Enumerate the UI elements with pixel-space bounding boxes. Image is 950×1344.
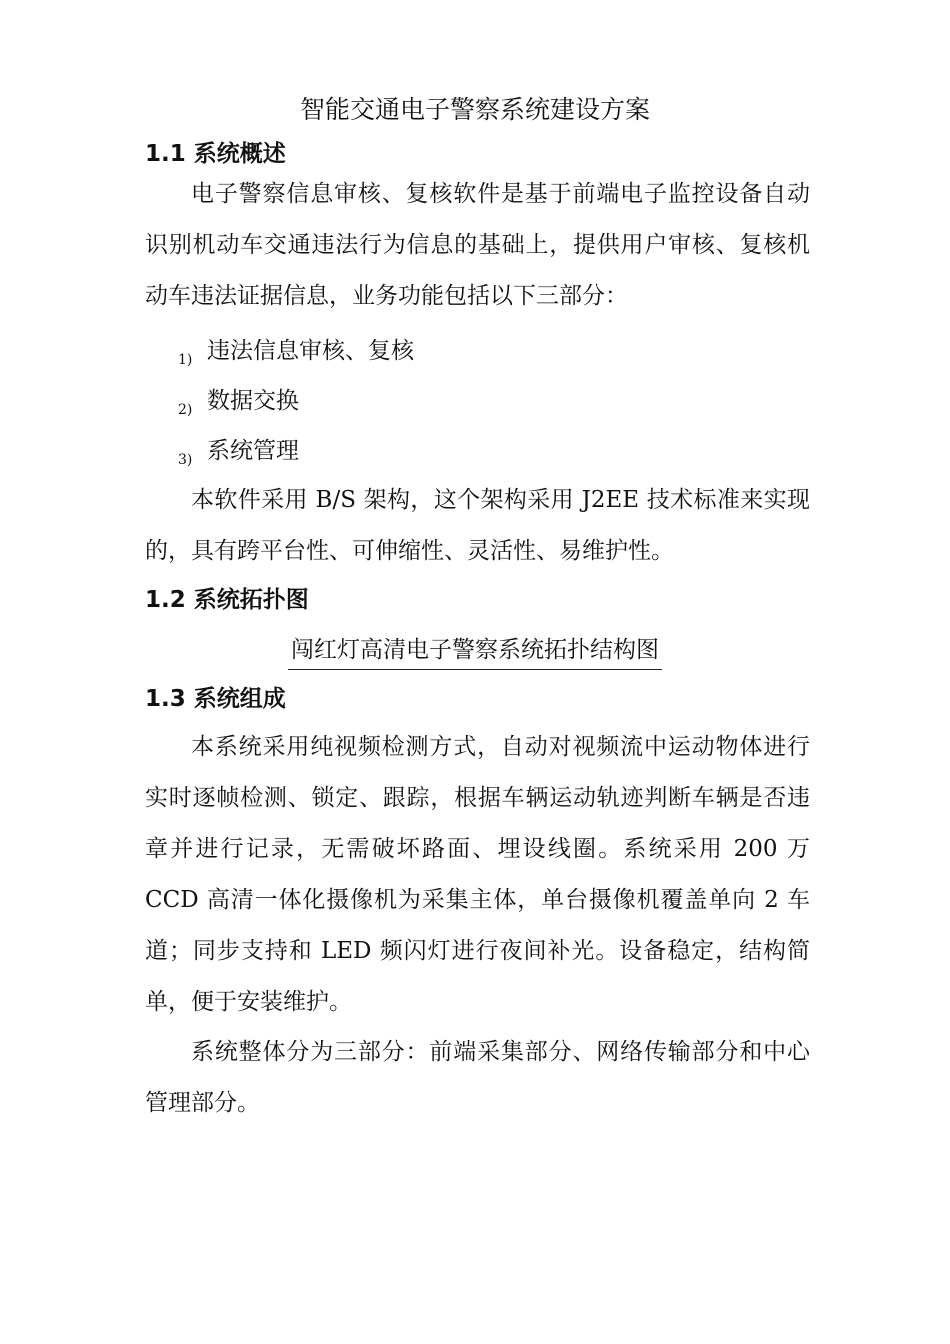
list-item-text: 违法信息审核、复核 <box>207 338 414 364</box>
list-number: 2) <box>178 402 193 418</box>
list-number: 3) <box>178 452 193 468</box>
document-title: 智能交通电子警察系统建设方案 <box>299 95 650 124</box>
list-number: 1) <box>178 352 193 368</box>
list-item <box>178 434 299 477</box>
list-item <box>178 334 414 377</box>
paragraph-structure: 系统整体分为三部分：前端采集部分、网络传输部分和中心管理部分。 <box>145 1039 810 1116</box>
list-item-text: 系统管理 <box>207 438 299 464</box>
section-heading-1-2: 1.2 系统拓扑图 <box>145 587 309 613</box>
paragraph-composition: 本系统采用纯视频检测方式，自动对视频流中运动物体进行实时逐帧检测、锁定、跟踪，根据车辆运动轨迹判断车辆是否违章并进行记录，无需破坏路面、埋设线圈。系统采用 200 万 CCD 高清一体化摄像机为采集主体，单台摄像机覆盖单向 2 车道；同步支持和 LED 频闪灯进行夜间补光。设备稳定，结构简单，便于安装维护。 <box>145 734 810 1015</box>
list-item <box>178 384 299 427</box>
paragraph-architecture: 本软件采用 B/S 架构，这个架构采用 J2EE 技术标准来实现的，具有跨平台性、可伸缩性、灵活性、易维护性。 <box>145 487 810 564</box>
section-heading-1-1: 1.1 系统概述 <box>145 141 286 167</box>
figure-caption <box>0 633 950 670</box>
figure-caption-text: 闯红灯高清电子警察系统拓扑结构图 <box>288 633 662 670</box>
paragraph-overview: 电子警察信息审核、复核软件是基于前端电子监控设备自动识别机动车交通违法行为信息的基础上，提供用户审核、复核机动车违法证据信息，业务功能包括以下三部分： <box>145 181 810 309</box>
section-heading-1-3: 1.3 系统组成 <box>145 686 286 712</box>
list-item-text: 数据交换 <box>207 388 299 414</box>
